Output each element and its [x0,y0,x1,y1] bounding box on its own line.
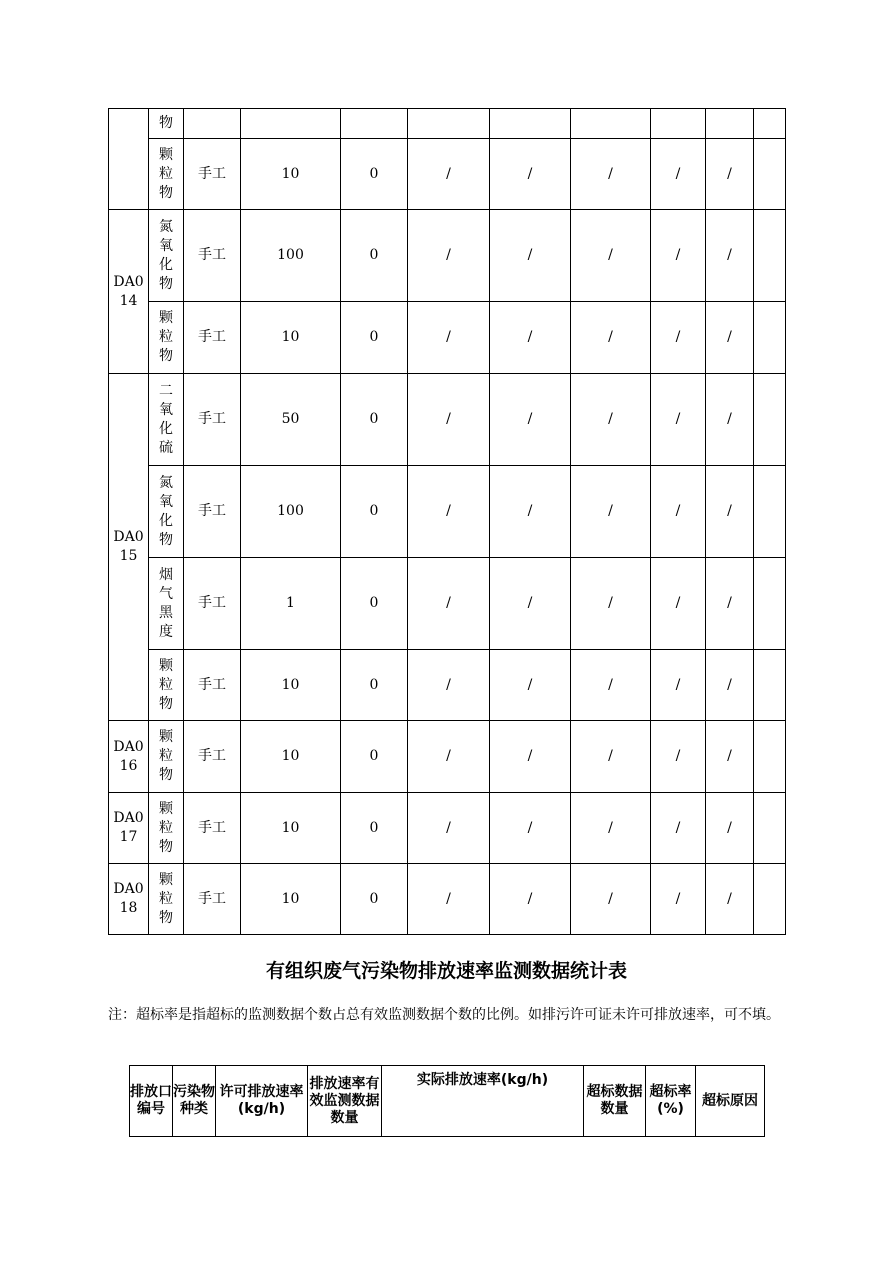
value-cell-1: / [408,139,490,210]
pollutant-cell: 氮氧化物 [149,466,184,558]
value-cell-5: / [706,558,754,650]
table-row [109,650,786,721]
pollutant-cell: 颗粒物 [149,721,184,793]
table-row [109,793,786,864]
limit-cell: 10 [241,864,341,935]
data-count-cell: 0 [341,558,408,650]
data-count-cell: 0 [341,139,408,210]
value-cell-2: / [490,558,571,650]
method-cell: 手工 [184,793,241,864]
limit-cell: 10 [241,302,341,374]
pollutant-cell: 颗粒物 [149,864,184,935]
value-cell-6 [754,302,786,374]
limit-cell: 10 [241,793,341,864]
value-cell-6 [754,721,786,793]
data-count-cell: 0 [341,374,408,466]
value-cell-2: / [490,139,571,210]
value-cell-2 [490,109,571,139]
method-cell: 手工 [184,139,241,210]
value-cell-2: / [490,302,571,374]
value-cell-3: / [571,793,651,864]
method-cell: 手工 [184,864,241,935]
value-cell-2: / [490,374,571,466]
value-cell-6 [754,466,786,558]
value-cell-5: / [706,650,754,721]
pollutant-cell: 颗粒物 [149,302,184,374]
method-cell: 手工 [184,721,241,793]
value-cell-5: / [706,210,754,302]
method-cell: 手工 [184,558,241,650]
data-count-cell: 0 [341,466,408,558]
outlet-cell [109,109,149,210]
outlet-cell: DA015 [109,374,149,721]
value-cell-5: / [706,864,754,935]
value-cell-1: / [408,374,490,466]
data-count-cell: 0 [341,721,408,793]
header-valid-data-count: 排放速率有效监测数据数量 [308,1066,382,1137]
value-cell-1: / [408,302,490,374]
method-cell: 手工 [184,210,241,302]
table-row [109,374,786,466]
value-cell-4: / [651,864,706,935]
header-row [130,1066,765,1137]
data-count-cell: 0 [341,864,408,935]
limit-cell: 100 [241,210,341,302]
value-cell-6 [754,558,786,650]
value-cell-2: / [490,793,571,864]
value-cell-4: / [651,210,706,302]
method-cell [184,109,241,139]
table-row [109,139,786,210]
value-cell-2: / [490,650,571,721]
table-row [109,466,786,558]
value-cell-4: / [651,650,706,721]
value-cell-3: / [571,139,651,210]
header-exceed-count: 超标数据数量 [584,1066,646,1137]
method-cell: 手工 [184,466,241,558]
value-cell-5 [706,109,754,139]
value-cell-3: / [571,721,651,793]
value-cell-2: / [490,210,571,302]
value-cell-1: / [408,558,490,650]
value-cell-1: / [408,793,490,864]
value-cell-1: / [408,466,490,558]
pollutant-cell: 颗粒物 [149,139,184,210]
value-cell-3 [571,109,651,139]
value-cell-4: / [651,793,706,864]
table-row [109,721,786,793]
value-cell-1: / [408,864,490,935]
limit-cell [241,109,341,139]
header-actual-rate: 实际排放速率(kg/h) [382,1066,584,1137]
limit-cell: 10 [241,139,341,210]
value-cell-6 [754,210,786,302]
value-cell-4 [651,109,706,139]
limit-cell: 10 [241,721,341,793]
outlet-cell: DA016 [109,721,149,793]
note-text: 注：超标率是指超标的监测数据个数占总有效监测数据个数的比例。如排污许可证未许可排放速率，可不填。 [108,1007,780,1023]
table-body [109,109,786,935]
value-cell-6 [754,374,786,466]
value-cell-3: / [571,210,651,302]
value-cell-4: / [651,466,706,558]
section-title: 有组织废气污染物排放速率监测数据统计表 [265,960,627,982]
value-cell-2: / [490,864,571,935]
data-count-cell: 0 [341,793,408,864]
outlet-cell: DA014 [109,210,149,374]
outlet-cell: DA018 [109,864,149,935]
value-cell-5: / [706,139,754,210]
table-row [109,109,786,139]
value-cell-6 [754,864,786,935]
value-cell-1: / [408,721,490,793]
value-cell-5: / [706,302,754,374]
pollutant-cell: 颗粒物 [149,650,184,721]
value-cell-4: / [651,721,706,793]
value-cell-3: / [571,466,651,558]
table-row [109,864,786,935]
value-cell-4: / [651,139,706,210]
limit-cell: 50 [241,374,341,466]
value-cell-1: / [408,650,490,721]
value-cell-5: / [706,793,754,864]
value-cell-3: / [571,374,651,466]
value-cell-6 [754,650,786,721]
limit-cell: 100 [241,466,341,558]
header-pollutant-type: 污染物种类 [173,1066,216,1137]
value-cell-1: / [408,210,490,302]
value-cell-5: / [706,466,754,558]
value-cell-3: / [571,864,651,935]
value-cell-5: / [706,374,754,466]
value-cell-1 [408,109,490,139]
method-cell: 手工 [184,302,241,374]
value-cell-4: / [651,558,706,650]
value-cell-4: / [651,374,706,466]
pollutant-cell: 二氧化硫 [149,374,184,466]
limit-cell: 10 [241,650,341,721]
table-row [109,558,786,650]
value-cell-3: / [571,302,651,374]
value-cell-6 [754,139,786,210]
pollutant-cell: 氮氧化物 [149,210,184,302]
header-exceed-reason: 超标原因 [696,1066,765,1137]
data-count-cell: 0 [341,650,408,721]
value-cell-6 [754,109,786,139]
header-permitted-rate: 许可排放速率(kg/h) [216,1066,308,1137]
value-cell-2: / [490,721,571,793]
value-cell-2: / [490,466,571,558]
emission-rate-table [129,1065,765,1137]
pollutant-cell: 烟气黑度 [149,558,184,650]
value-cell-3: / [571,558,651,650]
header-outlet-id: 排放口编号 [130,1066,173,1137]
pollutant-cell: 物 [149,109,184,139]
value-cell-5: / [706,721,754,793]
table-row [109,210,786,302]
data-count-cell: 0 [341,302,408,374]
value-cell-6 [754,793,786,864]
value-cell-4: / [651,302,706,374]
value-cell-3: / [571,650,651,721]
method-cell: 手工 [184,374,241,466]
outlet-cell: DA017 [109,793,149,864]
data-count-cell: 0 [341,210,408,302]
pollutant-cell: 颗粒物 [149,793,184,864]
header-exceed-rate: 超标率(%) [646,1066,696,1137]
data-count-cell [341,109,408,139]
emission-concentration-table [108,108,786,935]
limit-cell: 1 [241,558,341,650]
table-row [109,302,786,374]
method-cell: 手工 [184,650,241,721]
